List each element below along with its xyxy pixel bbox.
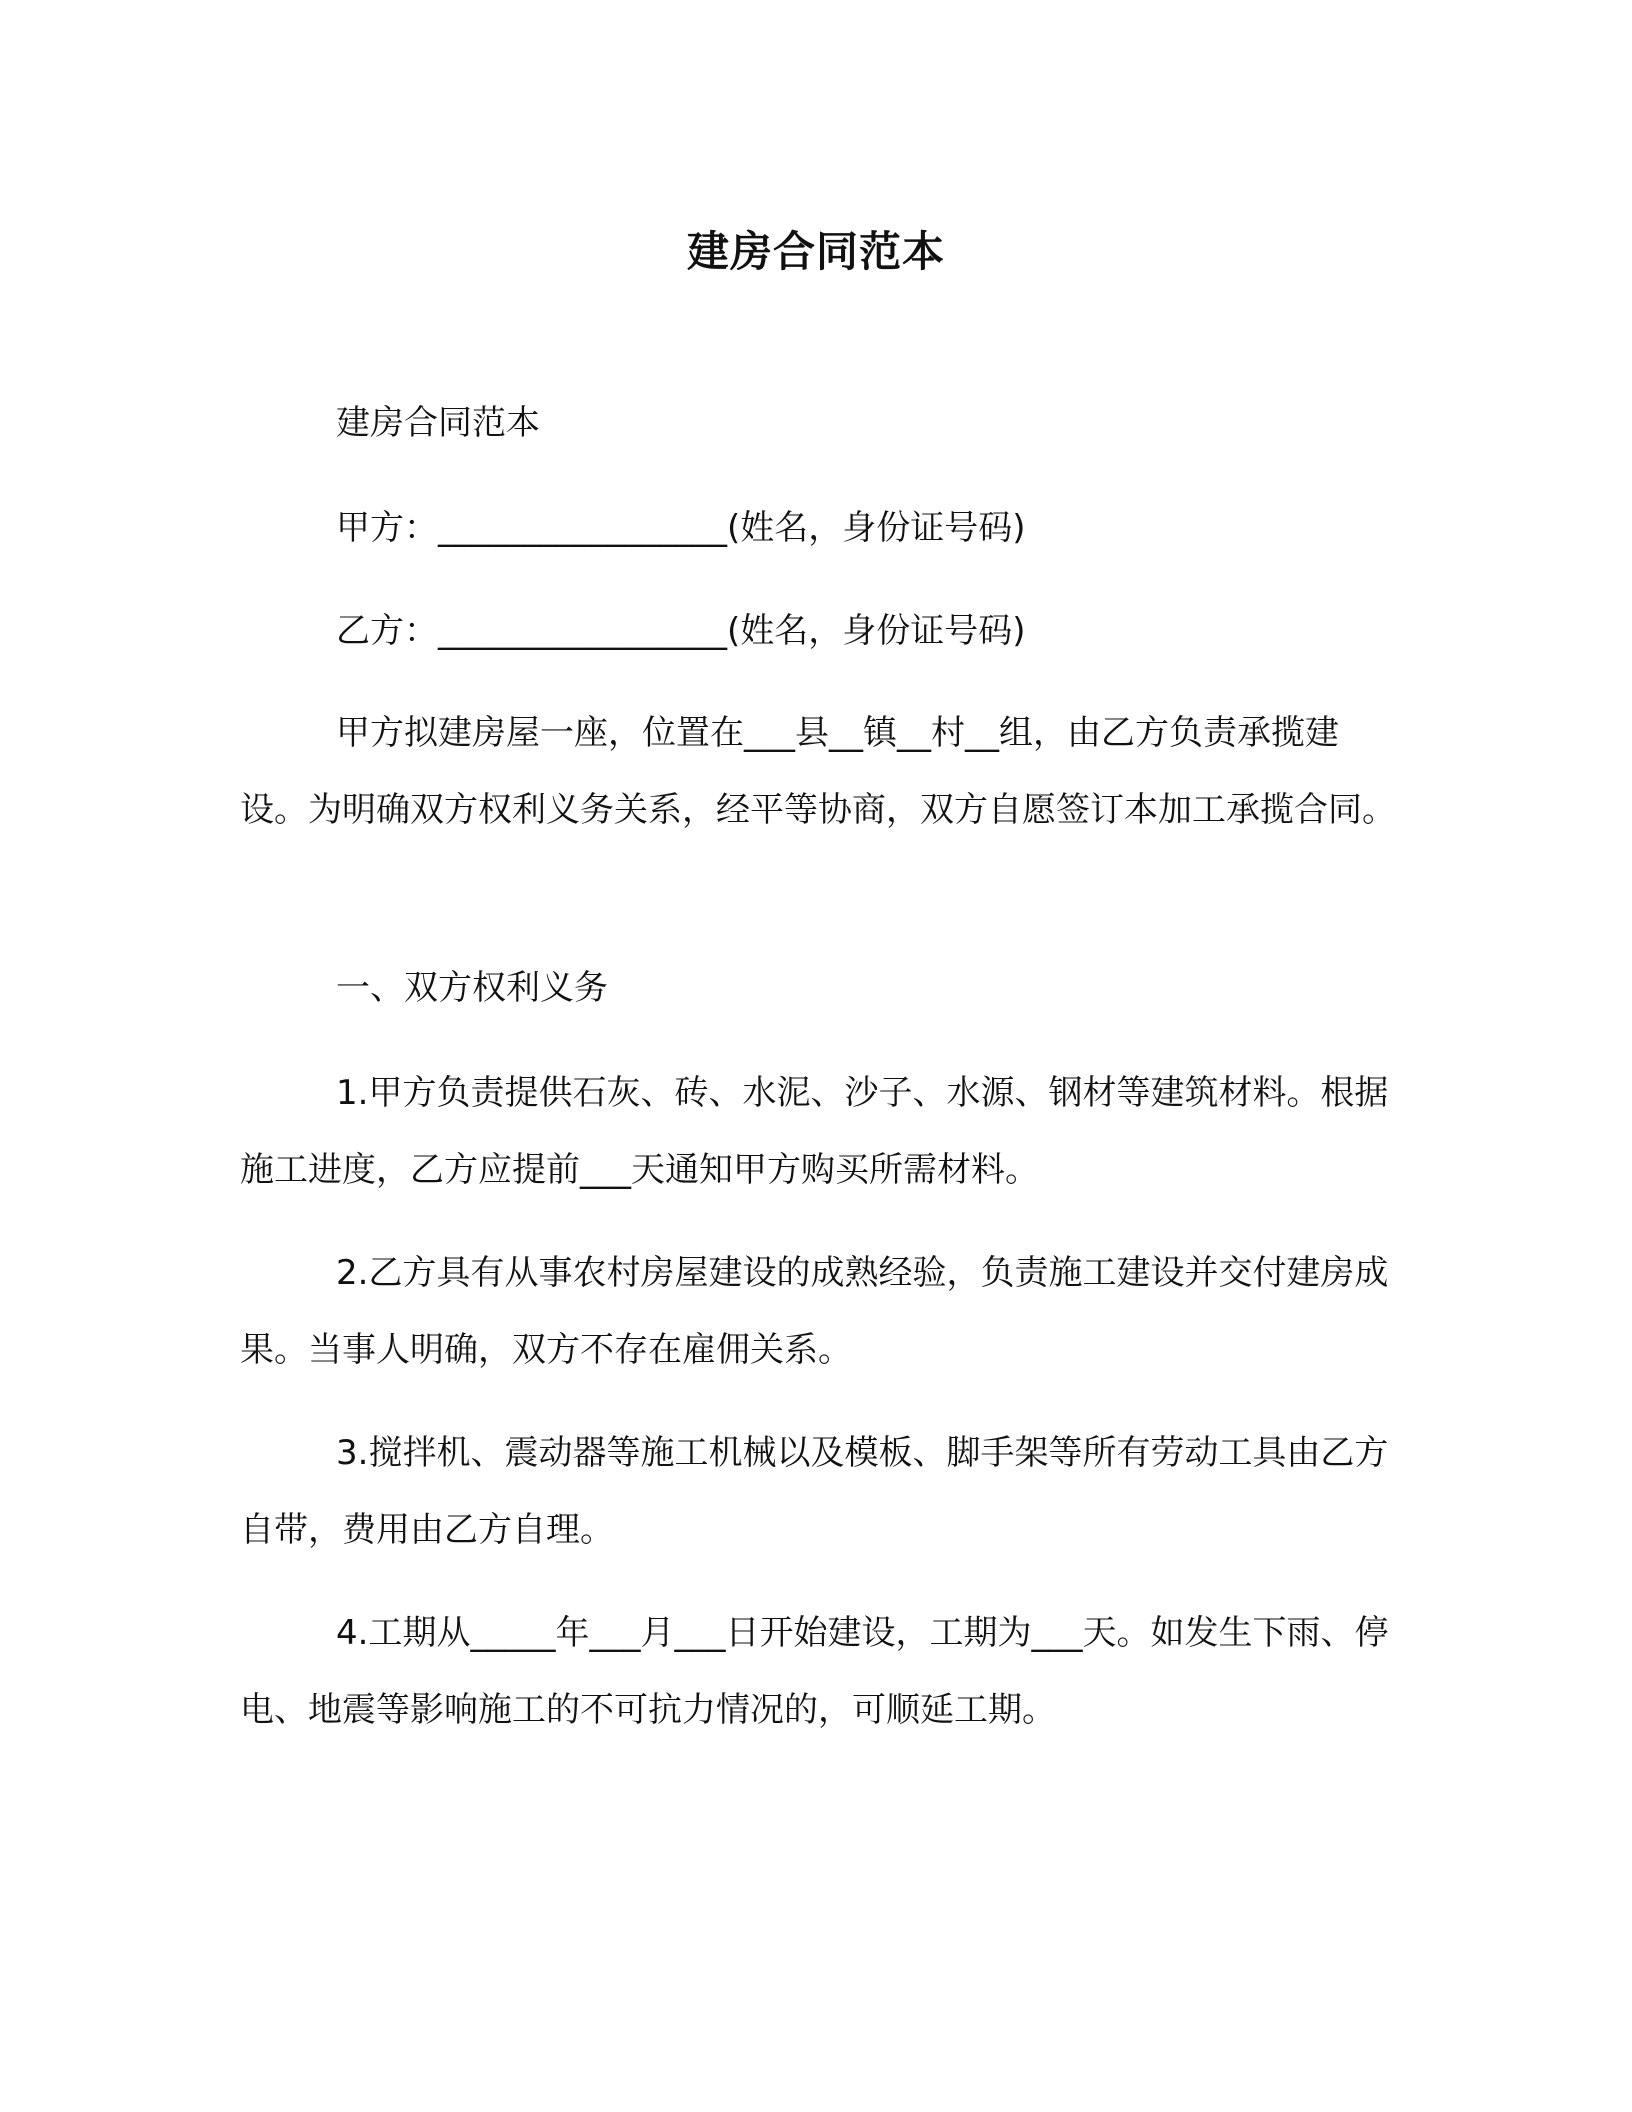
clause-3: 3.搅拌机、震动器等施工机械以及模板、脚手架等所有劳动工具由乙方自带，费用由乙方自理。 bbox=[240, 1433, 1389, 1550]
intro-paragraph: 甲方拟建房屋一座，位置在___县__镇__村__组，由乙方负责承揽建设。为明确双方权利义务关系，经平等协商，双方自愿签订本加工承揽合同。 bbox=[240, 713, 1396, 830]
document-title: 建房合同范本 bbox=[686, 227, 945, 276]
clause-2: 2.乙方具有从事农村房屋建设的成熟经验，负责施工建设并交付建房成果。当事人明确，双方不存在雇佣关系。 bbox=[240, 1253, 1389, 1370]
party-b-line: 乙方：_________________(姓名，身份证号码) bbox=[336, 611, 1026, 651]
section-heading: 一、双方权利义务 bbox=[336, 968, 608, 1008]
clause-1: 1.甲方负责提供石灰、砖、水泥、沙子、水源、钢材等建筑材料。根据施工进度，乙方应提前___天通知甲方购买所需材料。 bbox=[240, 1073, 1389, 1190]
document-subtitle: 建房合同范本 bbox=[336, 403, 540, 443]
party-a-line: 甲方：_________________(姓名，身份证号码) bbox=[336, 508, 1026, 548]
clause-4: 4.工期从_____年___月___日开始建设，工期为___天。如发生下雨、停电、地震等影响施工的不可抗力情况的，可顺延工期。 bbox=[240, 1613, 1389, 1730]
